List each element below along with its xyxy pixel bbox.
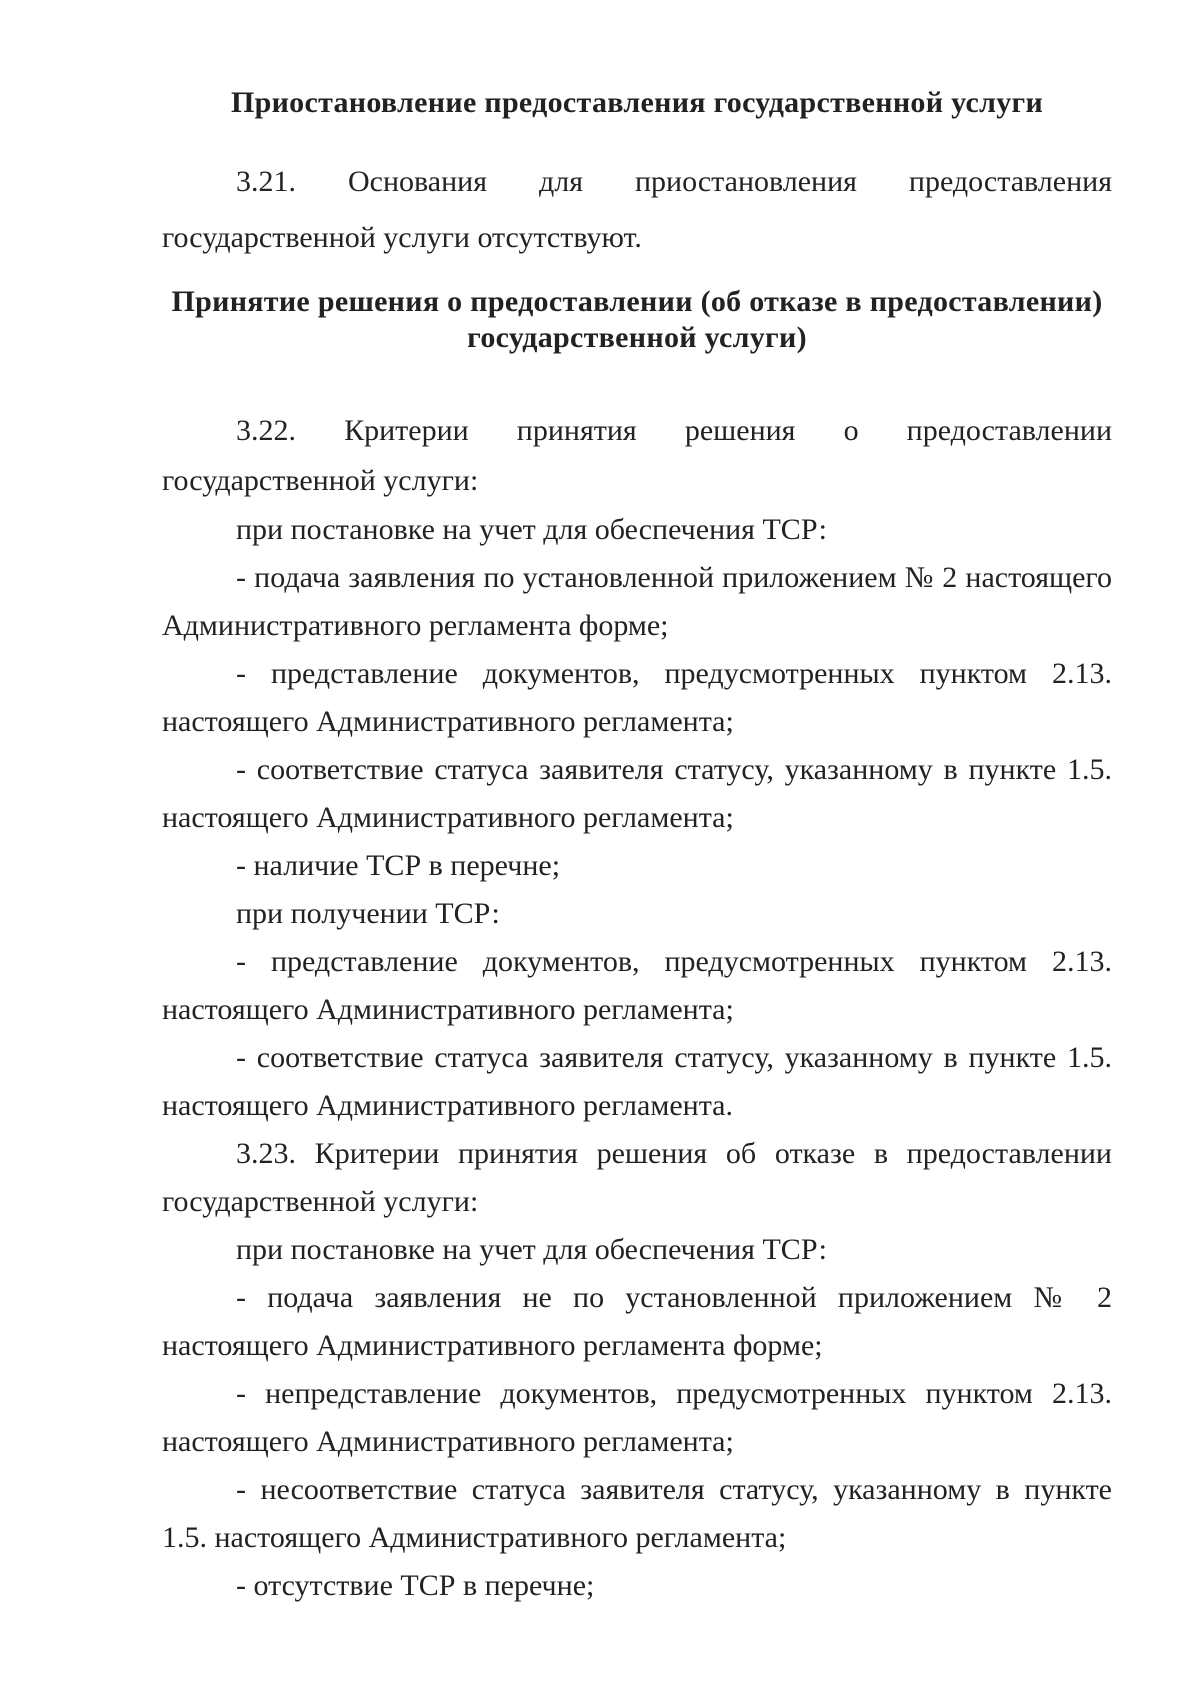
list-item: - подача заявления не по установленной приложением № 2 настоящего Административного регламента форме; [162, 1281, 1112, 1362]
list-item: - отсутствие ТСР в перечне; [236, 1569, 595, 1602]
paragraph-3-21: 3.21. Основания для приостановления предоставления государственной услуги отсутствуют. [162, 165, 1112, 254]
list-item: - соответствие статуса заявителя статусу, указанному в пункте 1.5. настоящего Административного регламента; [162, 753, 1112, 834]
list-item: - непредставление документов, предусмотренных пунктом 2.13. настоящего Административного регламента; [162, 1377, 1112, 1458]
list-item: при постановке на учет для обеспечения ТСР: [236, 1233, 827, 1266]
paragraph-3-23: 3.23. Критерии принятия решения об отказе в предоставлении государственной услуги: [162, 1137, 1112, 1218]
section-heading-decision [162, 284, 1112, 356]
paragraph-3-22: 3.22. Критерии принятия решения о предоставлении государственной услуги: [162, 414, 1112, 497]
list-item: - представление документов, предусмотренных пунктом 2.13. настоящего Административного регламента; [162, 657, 1112, 738]
document-page [162, 82, 1112, 1610]
list-item: - несоответствие статуса заявителя статусу, указанному в пункте 1.5. настоящего Административного регламента; [162, 1473, 1112, 1554]
list-item: - наличие ТСР в перечне; [236, 849, 561, 882]
list-item: при постановке на учет для обеспечения ТСР: [236, 513, 827, 546]
list-item: - подача заявления по установленной приложением № 2 настоящего Административного регламента форме; [162, 561, 1112, 642]
list-item: - представление документов, предусмотренных пунктом 2.13. настоящего Административного регламента; [162, 945, 1112, 1026]
section-heading-suspension: Приостановление предоставления государственной услуги [230, 86, 1044, 119]
section-heading-decision-line-2: государственной услуги) [467, 321, 807, 354]
section-heading-decision-line-1: Принятие решения о предоставлении (об отказе в предоставлении) [171, 285, 1103, 318]
list-item: - соответствие статуса заявителя статусу, указанному в пункте 1.5. настоящего Административного регламента. [162, 1041, 1112, 1122]
list-item: при получении ТСР: [236, 897, 500, 930]
